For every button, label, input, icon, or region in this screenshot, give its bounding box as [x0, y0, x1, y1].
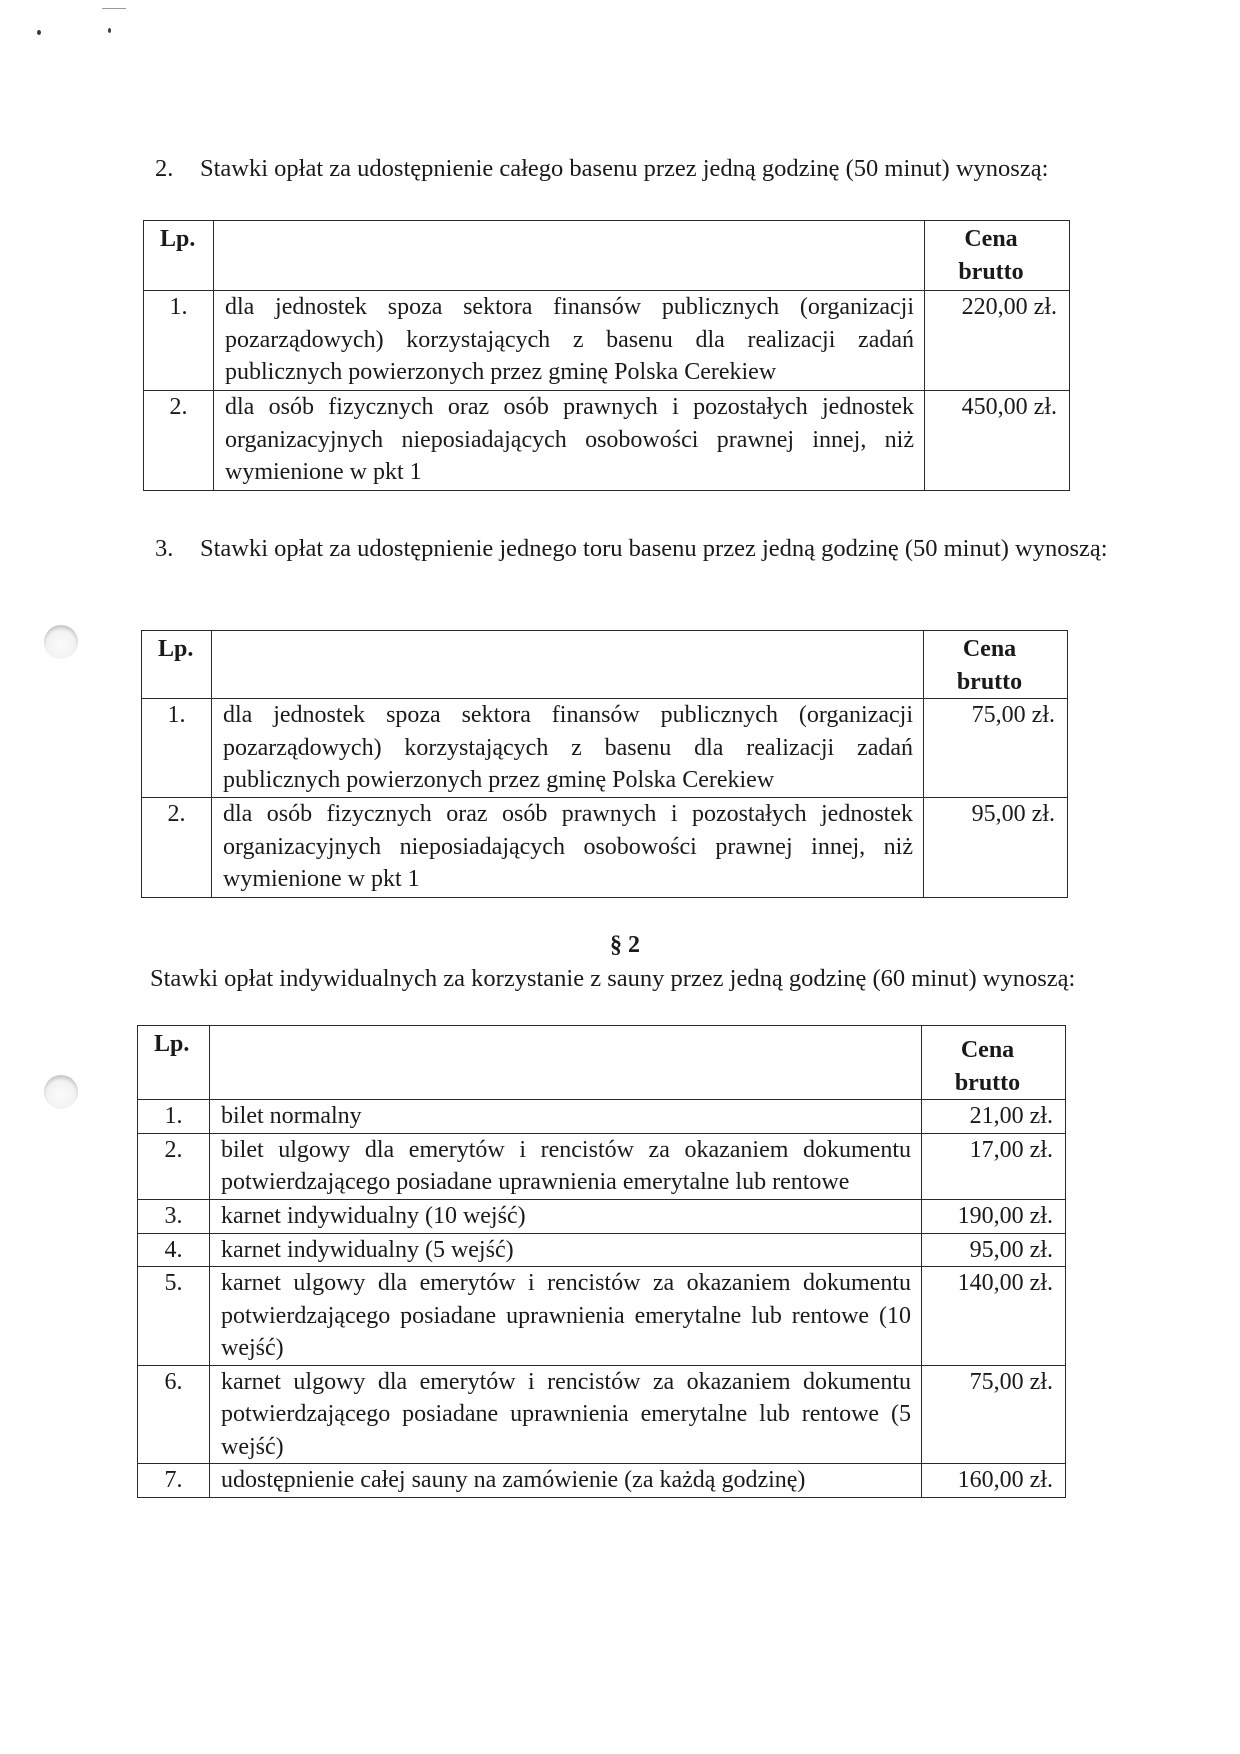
header-price-line2: brutto	[954, 1069, 1021, 1096]
row-lp: 2.	[142, 798, 212, 898]
item-text: Stawki opłat za udostępnienie jednego toru basenu przez jedną godzinę (50 minut) wynoszą:	[200, 535, 1108, 562]
row-lp: 1.	[142, 699, 212, 798]
table-row	[142, 699, 1068, 798]
header-description	[210, 1026, 922, 1100]
pool-full-rate-table	[143, 220, 1070, 491]
item-3-paragraph	[155, 532, 1110, 602]
sauna-rate-table	[137, 1025, 1066, 1498]
section-heading: § 2	[610, 932, 640, 958]
pool-lane-rate-table	[141, 630, 1068, 898]
header-price-line2: brutto	[958, 258, 1024, 285]
row-description: udostępnienie całej sauny na zamówienie (za każdą godzinę)	[210, 1464, 922, 1498]
row-lp: 2.	[138, 1133, 210, 1199]
row-lp: 1.	[144, 291, 214, 391]
table-header-row	[144, 221, 1070, 291]
row-price: 17,00 zł.	[922, 1133, 1066, 1199]
table-row	[138, 1365, 1066, 1464]
row-price: 160,00 zł.	[922, 1464, 1066, 1498]
row-description: bilet ulgowy dla emerytów i rencistów za okazaniem dokumentu potwierdzającego posiadane uprawnienia emerytalne lub rentowe	[210, 1133, 922, 1199]
row-price: 95,00 zł.	[922, 1233, 1066, 1267]
header-price-line1: Cena	[960, 1037, 1015, 1063]
row-description: dla osób fizycznych oraz osób prawnych i pozostałych jednostek organizacyjnych nieposiadających osobowości prawnej innej, niż wymienione w pkt 1	[212, 798, 924, 898]
row-description: bilet normalny	[210, 1100, 922, 1134]
row-price: 21,00 zł.	[922, 1100, 1066, 1134]
row-price: 220,00 zł.	[925, 291, 1070, 391]
row-description: dla osób fizycznych oraz osób prawnych i pozostałych jednostek organizacyjnych nieposiadających osobowości prawnej innej, niż wymienione w pkt 1	[214, 391, 925, 491]
row-price: 450,00 zł.	[925, 391, 1070, 491]
row-description: karnet indywidualny (10 wejść)	[210, 1199, 922, 1233]
row-description: karnet ulgowy dla emerytów i rencistów za okazaniem dokumentu potwierdzającego posiadane uprawnienia emerytalne lub rentowe (5 wejść)	[210, 1365, 922, 1464]
row-description: karnet ulgowy dla emerytów i rencistów za okazaniem dokumentu potwierdzającego posiadane uprawnienia emerytalne lub rentowe (10 wejść)	[210, 1267, 922, 1366]
row-price: 75,00 zł.	[922, 1365, 1066, 1464]
row-lp: 6.	[138, 1365, 210, 1464]
scan-artifact-dot	[37, 30, 41, 35]
table-row	[144, 291, 1070, 391]
row-lp: 3.	[138, 1199, 210, 1233]
table-row	[138, 1199, 1066, 1233]
punch-hole-icon	[44, 625, 78, 659]
header-description	[214, 221, 925, 291]
row-price: 95,00 zł.	[924, 798, 1068, 898]
table-row	[138, 1233, 1066, 1267]
row-price: 140,00 zł.	[922, 1267, 1066, 1366]
row-description: karnet indywidualny (5 wejść)	[210, 1233, 922, 1267]
header-lp: Lp.	[142, 631, 212, 699]
item-text: Stawki opłat za udostępnienie całego basenu przez jedną godzinę (50 minut) wynoszą:	[200, 155, 1049, 182]
header-lp: Lp.	[144, 221, 214, 291]
header-price	[924, 631, 1068, 699]
table-row	[138, 1464, 1066, 1498]
row-lp: 5.	[138, 1267, 210, 1366]
row-lp: 1.	[138, 1100, 210, 1134]
section-2-intro: Stawki opłat indywidualnych za korzystanie z sauny przez jedną godzinę (60 minut) wynoszą:	[150, 965, 1076, 992]
table-row	[138, 1267, 1066, 1366]
header-price	[922, 1026, 1066, 1100]
item-number: 3.	[155, 535, 174, 562]
table-header-row	[138, 1026, 1066, 1100]
row-description: dla jednostek spoza sektora finansów publicznych (organizacji pozarządowych) korzystających z basenu dla realizacji zadań publicznych powierzonych przez gminę Polska Cerekiew	[214, 291, 925, 391]
scan-artifact-dot	[108, 28, 111, 33]
row-lp: 7.	[138, 1464, 210, 1498]
header-description	[212, 631, 924, 699]
table-row	[138, 1133, 1066, 1199]
header-lp: Lp.	[138, 1026, 210, 1100]
row-price: 190,00 zł.	[922, 1199, 1066, 1233]
table-row	[144, 391, 1070, 491]
table-row	[138, 1100, 1066, 1134]
header-price-line1: Cena	[964, 226, 1018, 252]
row-price: 75,00 zł.	[924, 699, 1068, 798]
table-row	[142, 798, 1068, 898]
header-price	[925, 221, 1070, 291]
item-number: 2.	[155, 155, 174, 182]
header-price-line1: Cena	[962, 636, 1017, 662]
table-header-row	[142, 631, 1068, 699]
row-lp: 4.	[138, 1233, 210, 1267]
row-lp: 2.	[144, 391, 214, 491]
header-price-line2: brutto	[956, 668, 1023, 695]
row-description: dla jednostek spoza sektora finansów publicznych (organizacji pozarządowych) korzystających z basenu dla realizacji zadań publicznych powierzonych przez gminę Polska Cerekiew	[212, 699, 924, 798]
punch-hole-icon	[44, 1075, 78, 1109]
scan-artifact-dash	[102, 8, 126, 9]
